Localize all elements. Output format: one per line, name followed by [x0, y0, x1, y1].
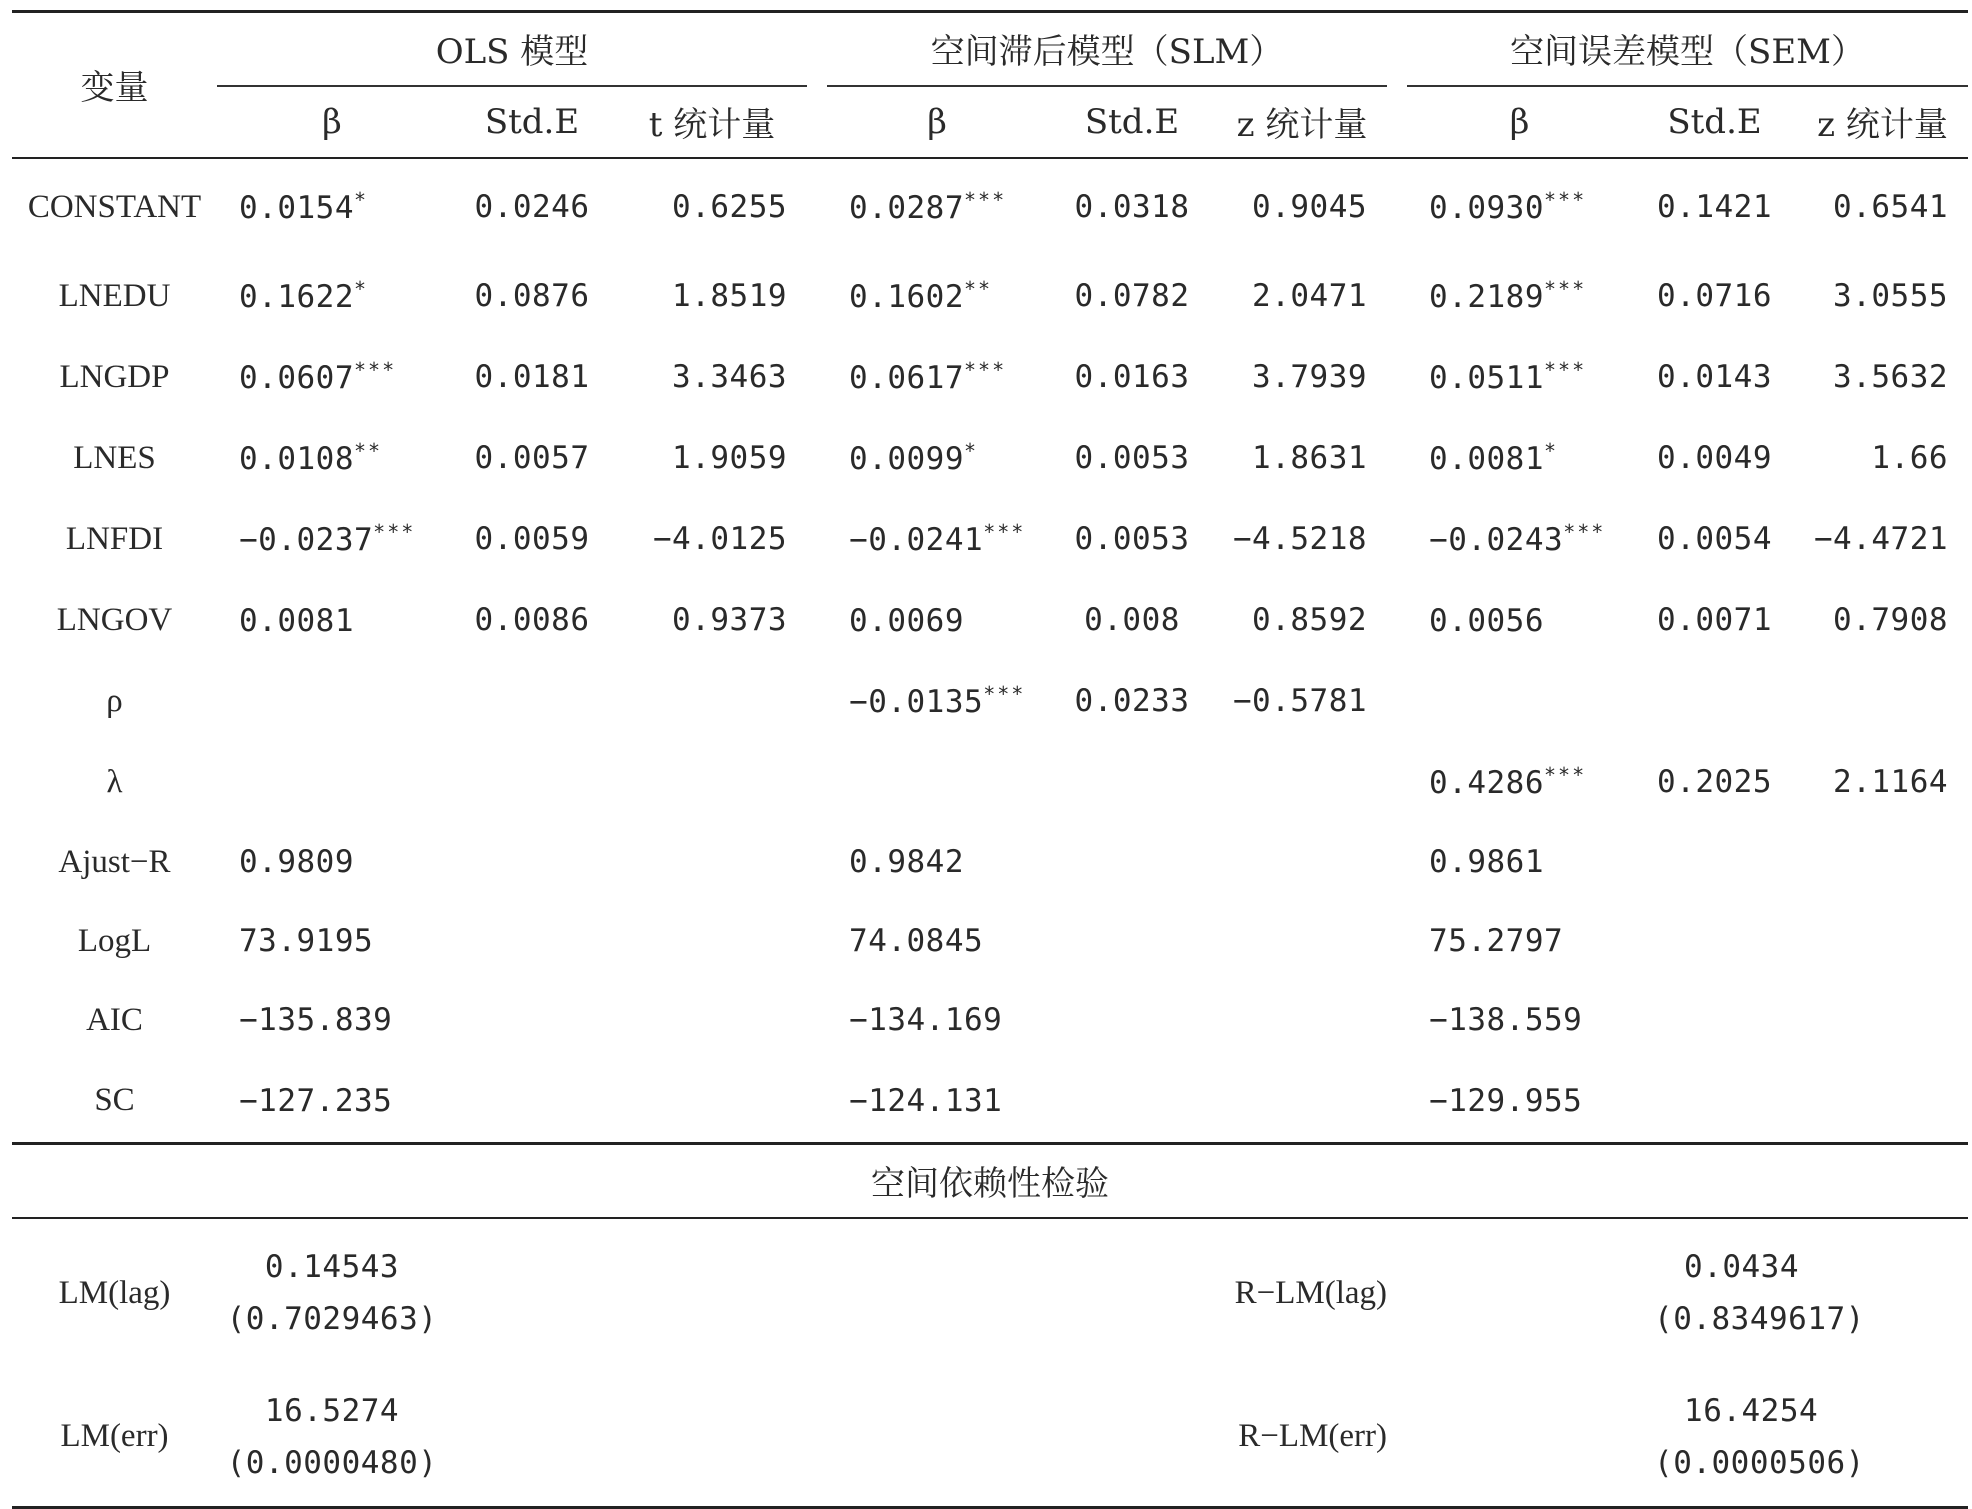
test-row: [12, 1218, 1968, 1368]
sem-fit-value: −138.559: [1429, 1002, 1583, 1038]
spacer: [1387, 823, 1407, 902]
slm-std-error: 0.0053: [1074, 521, 1190, 557]
sem-std-error: 0.2025: [1657, 764, 1773, 800]
significance-stars: *: [353, 188, 369, 212]
significance-stars: ***: [1544, 358, 1587, 382]
row-label: λ: [106, 763, 123, 800]
sem-std-error: [1632, 661, 1797, 742]
sem-fit-value: −129.955: [1429, 1082, 1583, 1119]
fit-row: [12, 981, 1968, 1060]
ols-std-error: 0.0086: [474, 602, 590, 638]
ols-beta: [217, 256, 447, 337]
table-row: [12, 742, 1968, 823]
spacer: [807, 418, 827, 499]
ols-beta: [217, 742, 447, 823]
header-variable: 变量: [12, 12, 217, 158]
ols-beta: [217, 158, 447, 256]
test-left-value: [217, 1368, 447, 1508]
spacer: [1387, 661, 1407, 742]
significance-stars: *: [353, 277, 369, 301]
coefficient-value: 0.0099: [849, 441, 965, 477]
header-col-ols-beta: β: [217, 86, 447, 158]
significance-stars: ***: [353, 358, 397, 382]
sem-z-stat: 3.5632: [1833, 359, 1949, 395]
significance-stars: ***: [1544, 277, 1587, 301]
slm-z-stat: 3.7939: [1252, 359, 1368, 395]
ols-std-error: 0.0246: [474, 189, 590, 225]
row-label: ρ: [106, 682, 123, 719]
sem-z-stat: 1.66: [1871, 440, 1949, 476]
slm-z-stat: 0.9045: [1252, 189, 1368, 225]
coefficient-value: 0.0108: [239, 441, 354, 477]
significance-stars: ***: [1544, 763, 1587, 787]
spacer: [807, 1060, 827, 1144]
coefficient-value: −0.0243: [1429, 522, 1564, 558]
spacer: [807, 256, 827, 337]
spacer: [807, 580, 827, 661]
spacer: [1387, 337, 1407, 418]
slm-std-error: 0.0163: [1074, 359, 1190, 395]
coefficient-value: −0.0241: [849, 522, 984, 558]
spacer: [1387, 499, 1407, 580]
ols-t-stat: [617, 661, 807, 742]
test-right-value: [1632, 1368, 1968, 1508]
ols-t-stat: 1.9059: [672, 440, 788, 476]
spacer: [807, 823, 827, 902]
slm-beta: [827, 256, 1047, 337]
test-left-value: [217, 1218, 447, 1368]
tests-title: 空间依赖性检验: [12, 1144, 1968, 1218]
table-row: [12, 418, 1968, 499]
coefficient-value: 0.4286: [1429, 765, 1545, 801]
ols-fit-value: 73.9195: [239, 923, 374, 959]
header-col-ols-t: t 统计量: [617, 86, 807, 158]
regression-table-document: [12, 10, 1968, 1480]
test-left-label: LM(err): [12, 1368, 217, 1508]
sem-fit-value: 0.9861: [1429, 844, 1545, 880]
test-right-label: R−LM(err): [1047, 1368, 1407, 1508]
significance-stars: ***: [964, 188, 1007, 212]
sem-std-error: 0.0054: [1657, 521, 1773, 557]
sem-std-error: 0.1421: [1657, 189, 1773, 225]
slm-z-stat: [1217, 742, 1387, 823]
spacer: [807, 499, 827, 580]
test-p-value: (0.7029463): [226, 1301, 438, 1337]
coefficient-value: 0.0617: [849, 360, 965, 396]
spacer: [1387, 256, 1407, 337]
coefficient-value: 0.0930: [1429, 190, 1545, 226]
slm-std-error: 0.0233: [1074, 683, 1190, 719]
table-row: [12, 499, 1968, 580]
significance-stars: ***: [1544, 188, 1587, 212]
row-label: LNGOV: [56, 601, 173, 638]
test-statistic: 16.5274: [264, 1392, 400, 1429]
ols-std-error: [447, 742, 617, 823]
coefficient-value: 0.0287: [849, 190, 965, 226]
sem-std-error: 0.0716: [1657, 278, 1773, 314]
significance-stars: ***: [373, 520, 416, 544]
header-col-slm-beta: β: [827, 86, 1047, 158]
sem-beta: [1407, 661, 1632, 742]
spacer: [1387, 158, 1407, 256]
header-row-columns: [12, 86, 1968, 158]
spacer: [1407, 1368, 1632, 1508]
slm-beta: [827, 580, 1047, 661]
spacer: [807, 337, 827, 418]
coefficient-value: 0.1602: [849, 279, 965, 315]
test-right-label: R−LM(lag): [1234, 1274, 1388, 1311]
spacer: [807, 158, 827, 256]
ols-beta: [217, 337, 447, 418]
slm-fit-value: −134.169: [849, 1002, 1003, 1038]
ols-beta: [217, 418, 447, 499]
sem-z-stat: [1797, 661, 1968, 742]
slm-beta: [827, 337, 1047, 418]
sem-beta: [1407, 742, 1632, 823]
fit-label: SC: [94, 1082, 135, 1119]
ols-beta: [217, 661, 447, 742]
ols-fit-value: −135.839: [239, 1002, 393, 1038]
significance-stars: ***: [1563, 520, 1606, 544]
test-statistic: 0.0434: [1684, 1249, 1800, 1285]
spacer: [1387, 580, 1407, 661]
sem-z-stat: −4.4721: [1813, 521, 1949, 557]
header-group-slm: 空间滞后模型（SLM）: [827, 12, 1387, 86]
slm-std-error: 0.0053: [1074, 440, 1190, 476]
slm-beta: [827, 742, 1047, 823]
slm-fit-value: 0.9842: [849, 844, 965, 880]
ols-t-stat: −4.0125: [652, 521, 788, 557]
row-label: LNFDI: [65, 520, 164, 557]
coefficient-value: 0.1622: [239, 279, 354, 315]
coefficient-value: −0.0135: [849, 684, 984, 720]
significance-stars: *: [964, 439, 979, 463]
significance-stars: **: [353, 439, 383, 463]
slm-z-stat: −4.5218: [1232, 521, 1368, 557]
sem-beta: [1407, 158, 1632, 256]
header-col-sem-se: Std.E: [1632, 86, 1797, 158]
sem-std-error: 0.0143: [1657, 359, 1773, 395]
ols-fit-value: −127.235: [239, 1082, 393, 1119]
fit-label: LogL: [77, 922, 152, 959]
test-p-value: (0.8349617): [1654, 1301, 1865, 1337]
spacer: [1387, 902, 1407, 981]
ols-std-error: 0.0876: [474, 278, 590, 314]
coefficient-value: 0.0069: [849, 603, 965, 639]
ols-t-stat: 0.6255: [672, 189, 788, 225]
spacer: [1407, 1218, 1632, 1368]
sem-beta: [1407, 580, 1632, 661]
fit-label: Ajust−R: [58, 843, 171, 880]
test-statistic: 0.14543: [264, 1249, 400, 1285]
test-p-value: (0.0000480): [226, 1444, 438, 1481]
significance-stars: ***: [983, 682, 1026, 706]
ols-t-stat: 0.9373: [672, 602, 788, 638]
spacer: [1387, 742, 1407, 823]
ols-std-error: 0.0057: [474, 440, 590, 476]
ols-beta: [217, 580, 447, 661]
header-col-slm-se: Std.E: [1047, 86, 1217, 158]
table-row: [12, 256, 1968, 337]
coefficient-value: −0.0237: [239, 522, 374, 558]
slm-std-error: 0.008: [1084, 602, 1180, 638]
spacer: [447, 1368, 1047, 1508]
coefficient-value: 0.0607: [239, 360, 354, 396]
table-row: [12, 158, 1968, 256]
sem-z-stat: 0.6541: [1833, 189, 1949, 225]
sem-beta: [1407, 337, 1632, 418]
spacer: [807, 661, 827, 742]
significance-stars: ***: [964, 358, 1007, 382]
fit-row: [12, 1060, 1968, 1144]
coefficient-value: 0.0056: [1429, 603, 1545, 639]
spacer: [807, 742, 827, 823]
table-row: [12, 661, 1968, 742]
coefficient-value: 0.0154: [239, 190, 354, 226]
row-label: LNGDP: [59, 358, 170, 395]
spacer: [807, 902, 827, 981]
slm-z-stat: 2.0471: [1252, 278, 1368, 314]
test-row: [12, 1368, 1968, 1508]
fit-row: [12, 902, 1968, 981]
sem-beta: [1407, 418, 1632, 499]
slm-beta: [827, 418, 1047, 499]
regression-results-table: [12, 10, 1968, 1509]
header-col-slm-z: z 统计量: [1217, 86, 1387, 158]
ols-std-error: 0.0059: [474, 521, 590, 557]
ols-beta: [217, 499, 447, 580]
significance-stars: **: [964, 277, 993, 301]
coefficient-value: 0.0511: [1429, 360, 1545, 396]
test-statistic: 16.4254: [1684, 1392, 1819, 1429]
significance-stars: *: [1544, 439, 1559, 463]
slm-z-stat: 0.8592: [1252, 602, 1368, 638]
tests-title-row: [12, 1144, 1968, 1218]
row-label: CONSTANT: [27, 188, 202, 225]
sem-z-stat: 2.1164: [1833, 764, 1949, 800]
spacer: [1387, 1060, 1407, 1144]
header-col-sem-beta: β: [1407, 86, 1632, 158]
spacer: [1387, 981, 1407, 1060]
slm-fit-value: −124.131: [849, 1082, 1003, 1119]
header-col-sem-z: z 统计量: [1797, 86, 1968, 158]
header-group-ols: OLS 模型: [217, 12, 807, 86]
header-col-ols-se: Std.E: [447, 86, 617, 158]
slm-std-error: [1047, 742, 1217, 823]
coefficient-value: 0.0081: [239, 603, 354, 639]
slm-std-error: 0.0782: [1074, 278, 1190, 314]
slm-beta: [827, 661, 1047, 742]
row-label: LNES: [73, 439, 156, 476]
sem-fit-value: 75.2797: [1429, 923, 1564, 959]
header-group-sem: 空间误差模型（SEM）: [1407, 12, 1968, 86]
slm-z-stat: 1.8631: [1252, 440, 1368, 476]
table-row: [12, 337, 1968, 418]
ols-std-error: [447, 661, 617, 742]
table-row: [12, 580, 1968, 661]
sem-std-error: 0.0049: [1657, 440, 1773, 476]
fit-label: AIC: [86, 1001, 143, 1038]
coefficient-value: 0.2189: [1429, 279, 1545, 315]
ols-std-error: 0.0181: [474, 359, 590, 395]
header-row-groups: [12, 12, 1968, 86]
spacer: [807, 981, 827, 1060]
significance-stars: ***: [983, 520, 1026, 544]
row-label: LNEDU: [58, 277, 171, 314]
ols-t-stat: [617, 742, 807, 823]
ols-t-stat: 3.3463: [672, 359, 788, 395]
slm-fit-value: 74.0845: [849, 923, 984, 959]
test-right-value: [1632, 1218, 1968, 1368]
ols-fit-value: 0.9809: [239, 844, 354, 880]
sem-std-error: 0.0071: [1657, 602, 1773, 638]
test-left-label: LM(lag): [58, 1274, 171, 1311]
sem-z-stat: 3.0555: [1833, 278, 1949, 314]
spacer: [1387, 418, 1407, 499]
slm-z-stat: −0.5781: [1232, 683, 1368, 719]
slm-beta: [827, 499, 1047, 580]
slm-beta: [827, 158, 1047, 256]
slm-std-error: 0.0318: [1074, 189, 1190, 225]
sem-z-stat: 0.7908: [1833, 602, 1949, 638]
coefficient-value: 0.0081: [1429, 441, 1545, 477]
test-p-value: (0.0000506): [1654, 1444, 1865, 1481]
ols-t-stat: 1.8519: [672, 278, 788, 314]
fit-row: [12, 823, 1968, 902]
sem-beta: [1407, 499, 1632, 580]
spacer: [447, 1218, 1047, 1368]
sem-beta: [1407, 256, 1632, 337]
